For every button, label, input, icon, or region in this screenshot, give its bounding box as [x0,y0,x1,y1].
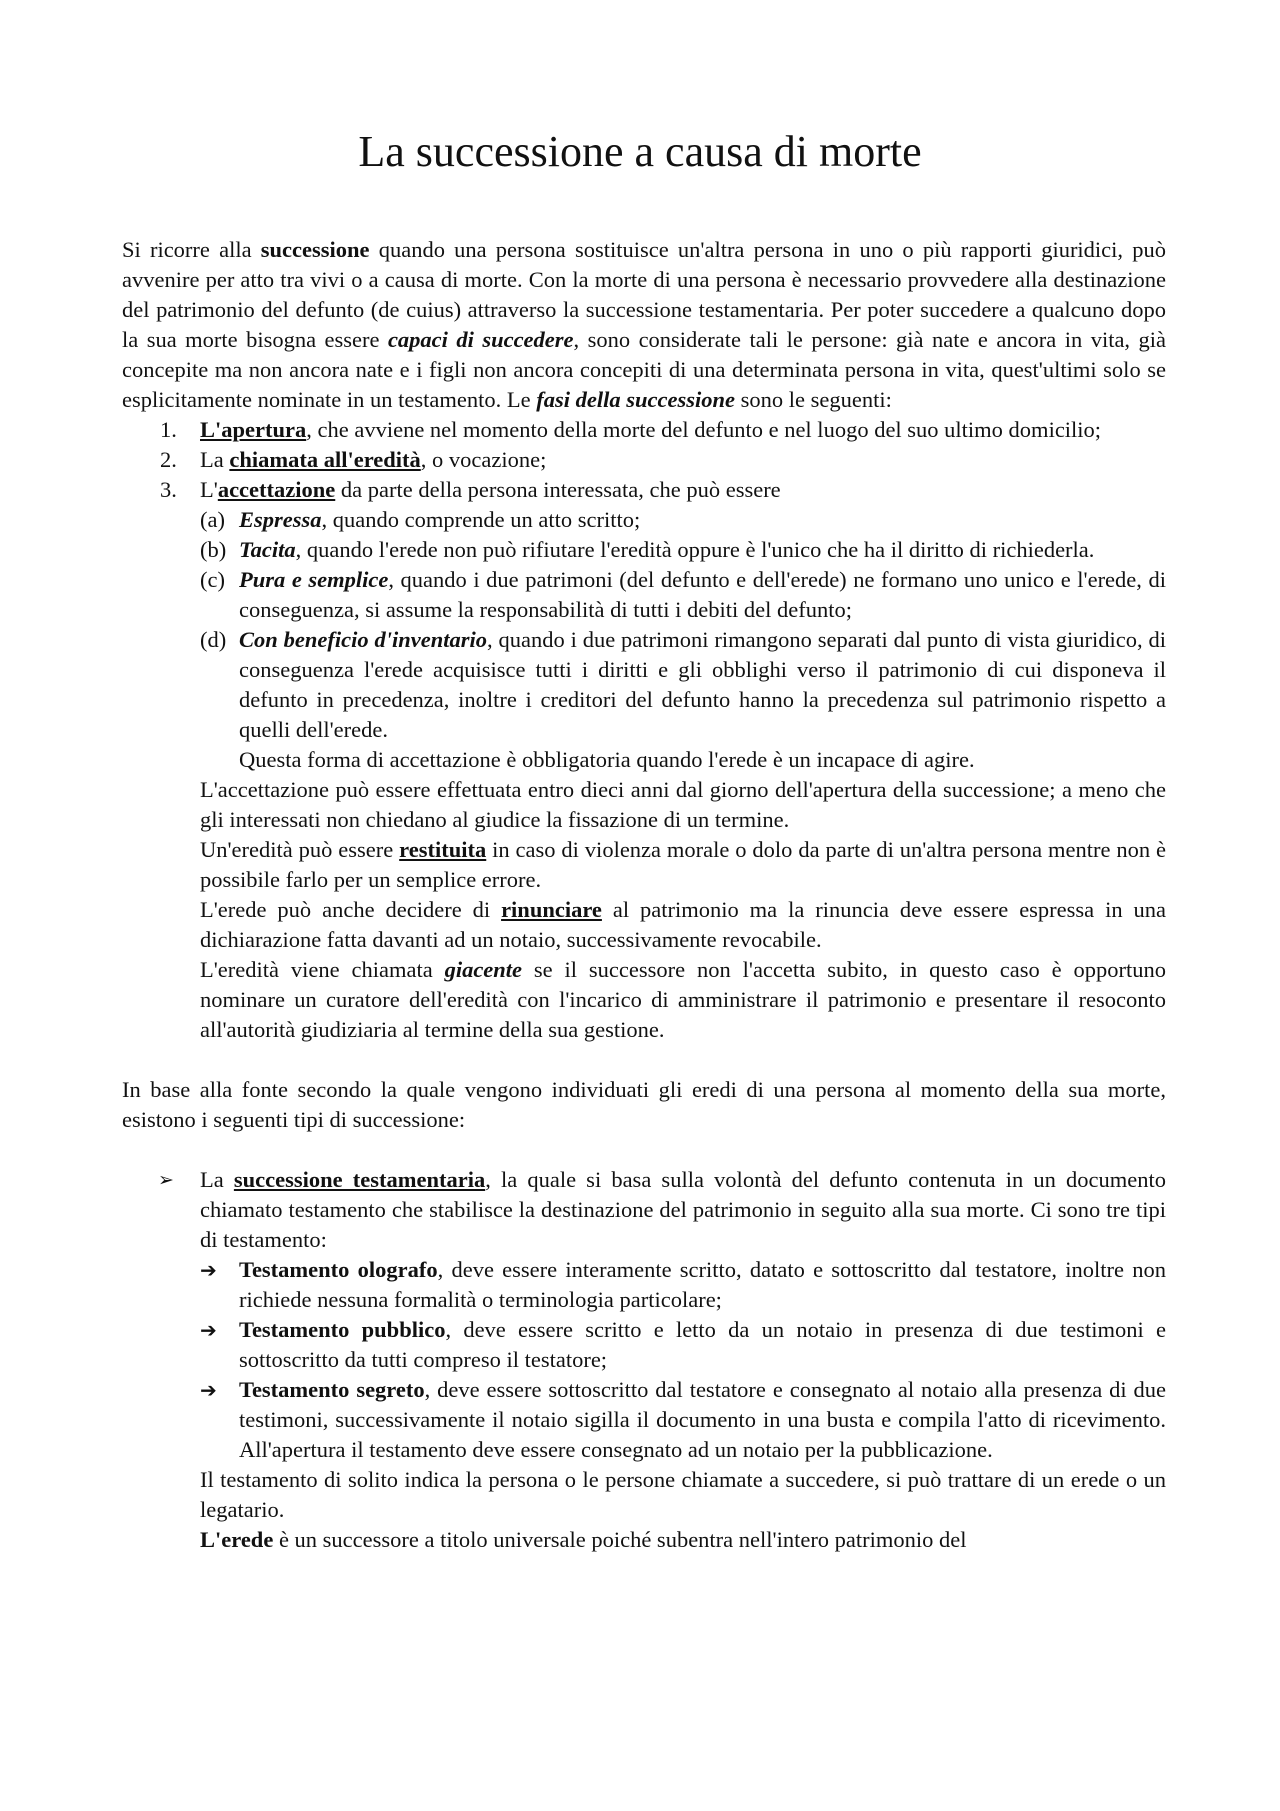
item-text: da parte della persona interessata, che può essere [335,477,781,502]
list-item [200,505,1166,535]
text: è un successore a titolo universale poiché subentra nell'intero patrimonio del [273,1527,967,1552]
types-intro-paragraph: In base alla fonte secondo la quale vengono individuati gli eredi di una persona al momento della sua morte, esistono i seguenti tipi di successione: [122,1077,1166,1132]
item-note: Questa forma di accettazione è obbligatoria quando l'erede è un incapace di agire. [239,747,975,772]
arrowhead-bullet-icon: ➢ [158,1169,174,1191]
list-item [200,1375,1166,1465]
item-text: , quando l'erede non può rifiutare l'eredità oppure è l'unico che ha il diritto di richiederla. [295,537,1095,562]
term-rinunciare: rinunciare [501,897,602,922]
term-apertura: L'apertura [200,417,307,442]
term-erede: L'erede [200,1527,274,1552]
list-label: (d) [200,627,227,652]
list-item [200,625,1166,775]
item-text: , deve essere sottoscritto dal testatore e consegnato al notaio alla presenza di due testimoni, successivamente il notaio sigilla il documento in una busta e compila l'atto di ricevimento. All'apertura il testamento deve essere consegnato ad un notaio per la pubblicazione. [239,1377,1166,1462]
list-label: (c) [200,567,225,592]
intro-text: quando una persona sostituisce un'altra persona in uno o più rapporti giuridici, può avvenire per atto tra vivi o a causa di morte. Con la morte di una persona è necessario provvedere alla destinazione del patrimonio del defunto (de cuius) attraverso la successione testamentaria. Per poter succedere a qualcuno dopo la sua morte bisogna essere [122,237,1166,352]
term-giacente: giacente [444,957,523,982]
item-prefix: La [200,447,230,472]
arrow-right-icon: ➔ [200,1318,217,1342]
term-beneficio-inventario: Con beneficio d'inventario [239,627,487,652]
term-successione: successione [260,237,370,262]
term-fasi-della-successione: fasi della successione [536,387,735,412]
item-text: , quando i due patrimoni rimangono separati dal punto di vista giuridico, di conseguenza l'erede acquisisce tutti i diritti e gli obblighi verso il patrimonio di cui disponeva il defunto in precedenza, inoltre i creditori del defunto hanno la precedenza sul patrimonio rispetto a quelli dell'erede. [239,627,1166,742]
paragraph [200,955,1166,1045]
page-title: La successione a causa di morte [358,127,922,176]
intro-text: , sono considerate tali le persone: già nate e ancora in vita, già concepite ma non ancora nate e i figli non ancora concepiti di una determinata persona in vita, quest'ultimi solo se esplicitamente nominate in un testamento. Le [122,327,1166,412]
acceptance-list [200,505,1166,775]
list-number: 1. [160,417,177,442]
text: in caso di violenza morale o dolo da parte di un'altra persona mentre non è possibile farlo per un semplice errore. [200,837,1166,892]
text: Un'eredità può essere [200,837,400,862]
list-number: 2. [160,447,177,472]
spacer [122,1135,1166,1165]
document-body [122,235,1166,1555]
item-text: , deve essere scritto e letto da un notaio in presenza di due testimoni e sottoscritto da tutti compreso il testatore; [239,1317,1166,1372]
term-tacita: Tacita [239,537,296,562]
list-item [122,1165,1166,1555]
item-prefix: L' [200,477,218,502]
list-item [200,565,1166,625]
term-testamento-olografo: Testamento olografo [239,1257,438,1282]
paragraph: Il testamento di solito indica la persona o le persone chiamate a succedere, si può trattare di un erede o un legatario. [200,1467,1166,1522]
paragraph [200,895,1166,955]
list-item [122,445,1166,475]
item-text: , o vocazione; [420,447,547,472]
term-testamento-segreto: Testamento segreto [239,1377,425,1402]
text: al patrimonio ma la rinuncia deve essere espressa in una dichiarazione fatta davanti ad un notaio, successivamente revocabile. [200,897,1167,952]
item-text: , che avviene nel momento della morte del defunto e nel luogo del suo ultimo domicilio; [306,417,1102,442]
item-text: , quando comprende un atto scritto; [321,507,641,532]
term-capaci-di-succedere: capaci di succedere [387,327,574,352]
succession-types-list [122,1165,1166,1555]
paragraph [200,1525,1166,1555]
list-label: (a) [200,507,225,532]
acceptance-notes [122,775,1166,1045]
testament-types-list [200,1255,1166,1465]
arrow-right-icon: ➔ [200,1378,217,1402]
item-prefix: La [200,1167,234,1192]
text: se il successore non l'accetta subito, in questo caso è opportuno nominare un curatore dell'eredità con l'incarico di amministrare il patrimonio e presentare il resoconto all'autorità giudiziaria al termine della sua gestione. [200,957,1166,1042]
list-number: 3. [160,477,177,502]
paragraph: L'accettazione può essere effettuata entro dieci anni dal giorno dell'apertura della successione; a meno che gli interessati non chiedano al giudice la fissazione di un termine. [200,777,1166,832]
list-item [200,1315,1166,1375]
term-pura-e-semplice: Pura e semplice [239,567,389,592]
paragraph [200,835,1166,895]
text: L'eredità viene chiamata [200,957,445,982]
term-accettazione: accettazione [217,477,336,502]
intro-text: sono le seguenti: [735,387,892,412]
term-espressa: Espressa [239,507,322,532]
item-text: , la quale si basa sulla volontà del defunto contenuta in un documento chiamato testamento che stabilisce la destinazione del patrimonio in seguito alla sua morte. Ci sono tre tipi di testamento: [200,1167,1166,1252]
spacer [122,1045,1166,1075]
list-label: (b) [200,537,227,562]
intro-paragraph [122,235,1166,415]
item-text: , quando i due patrimoni (del defunto e dell'erede) ne formano uno unico e l'erede, di conseguenza, si assume la responsabilità di tutti i debiti del defunto; [239,567,1166,622]
list-item [200,535,1166,565]
term-restituita: restituita [399,837,487,862]
term-testamento-pubblico: Testamento pubblico [239,1317,446,1342]
list-item [122,475,1166,775]
text: L'erede può anche decidere di [200,897,502,922]
term-successione-testamentaria: successione testamentaria [233,1167,486,1192]
list-item [122,415,1166,445]
intro-text: Si ricorre alla [122,237,261,262]
arrow-right-icon: ➔ [200,1258,217,1282]
item-text: , deve essere interamente scritto, datato e sottoscritto dal testatore, inoltre non richiede nessuna formalità o terminologia particolare; [239,1257,1166,1312]
phases-list [122,415,1166,775]
list-item [200,1255,1166,1315]
term-chiamata: chiamata all'eredità [229,447,421,472]
